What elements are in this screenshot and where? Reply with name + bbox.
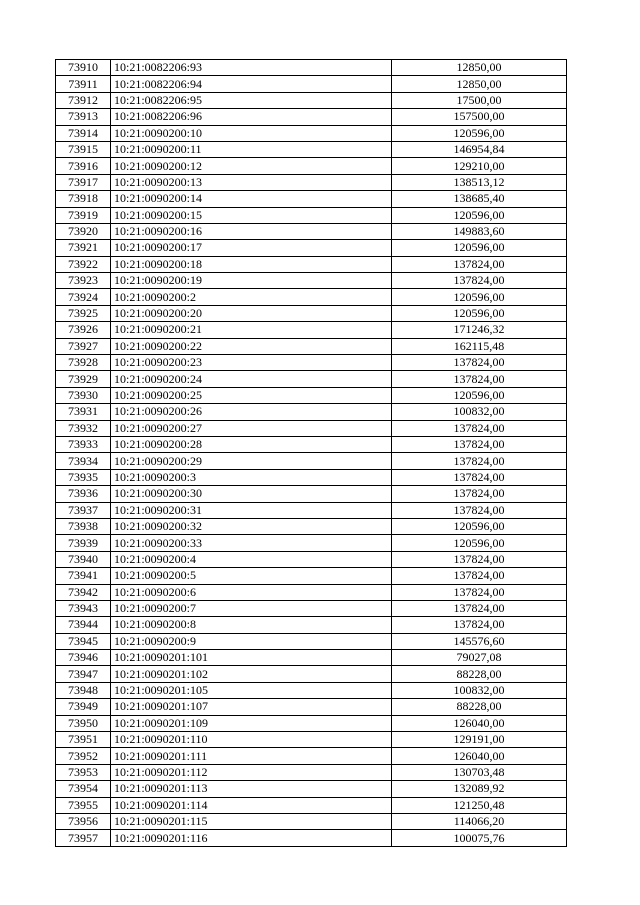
row-number-cell: 73940 [56,551,111,567]
cadastral-number-cell: 10:21:0090200:24 [111,371,392,387]
table-row [56,600,567,616]
table-row [56,289,567,305]
table-row [56,715,567,731]
cadastral-number-cell: 10:21:0090200:9 [111,633,392,649]
cadastral-number-cell: 10:21:0090200:7 [111,600,392,616]
row-number-cell: 73948 [56,682,111,698]
row-number-cell: 73918 [56,191,111,207]
cadastral-value-cell: 162115,48 [392,338,567,354]
cadastral-value-cell: 137824,00 [392,453,567,469]
table-row [56,92,567,108]
table-row [56,240,567,256]
row-number-cell: 73945 [56,633,111,649]
cadastral-number-cell: 10:21:0090200:6 [111,584,392,600]
table-row [56,338,567,354]
table-row [56,682,567,698]
table-row [56,486,567,502]
table-row [56,666,567,682]
cadastral-number-cell: 10:21:0090200:18 [111,256,392,272]
cadastral-number-cell: 10:21:0090200:3 [111,469,392,485]
row-number-cell: 73912 [56,92,111,108]
row-number-cell: 73917 [56,174,111,190]
cadastral-number-cell: 10:21:0090200:15 [111,207,392,223]
table-row [56,273,567,289]
cadastral-value-cell: 137824,00 [392,420,567,436]
cadastral-value-cell: 12850,00 [392,76,567,92]
cadastral-number-cell: 10:21:0090200:33 [111,535,392,551]
cadastral-number-cell: 10:21:0090201:107 [111,699,392,715]
document-page [55,59,567,847]
row-number-cell: 73927 [56,338,111,354]
cadastral-number-cell: 10:21:0090201:114 [111,797,392,813]
cadastral-number-cell: 10:21:0090200:20 [111,305,392,321]
cadastral-value-cell: 171246,32 [392,322,567,338]
row-number-cell: 73954 [56,781,111,797]
cadastral-value-cell: 88228,00 [392,666,567,682]
cadastral-value-cell: 137824,00 [392,617,567,633]
row-number-cell: 73938 [56,518,111,534]
cadastral-number-cell: 10:21:0090200:8 [111,617,392,633]
cadastral-number-cell: 10:21:0090201:116 [111,830,392,846]
table-row [56,797,567,813]
cadastral-value-cell: 120596,00 [392,305,567,321]
row-number-cell: 73929 [56,371,111,387]
cadastral-value-cell: 137824,00 [392,600,567,616]
table-row [56,518,567,534]
cadastral-number-cell: 10:21:0090200:25 [111,387,392,403]
row-number-cell: 73920 [56,223,111,239]
table-row [56,469,567,485]
row-number-cell: 73923 [56,273,111,289]
table-row [56,650,567,666]
cadastral-value-cell: 129210,00 [392,158,567,174]
row-number-cell: 73928 [56,355,111,371]
row-number-cell: 73932 [56,420,111,436]
row-number-cell: 73949 [56,699,111,715]
cadastral-value-cell: 120596,00 [392,387,567,403]
table-row [56,781,567,797]
row-number-cell: 73922 [56,256,111,272]
cadastral-value-cell: 145576,60 [392,633,567,649]
table-row [56,732,567,748]
row-number-cell: 73910 [56,60,111,76]
cadastral-value-cell: 120596,00 [392,207,567,223]
table-row [56,223,567,239]
cadastral-value-cell: 126040,00 [392,748,567,764]
table-row [56,109,567,125]
cadastral-number-cell: 10:21:0090201:115 [111,813,392,829]
table-row [56,436,567,452]
cadastral-number-cell: 10:21:0090200:27 [111,420,392,436]
table-row [56,535,567,551]
cadastral-value-cell: 100832,00 [392,682,567,698]
cadastral-number-cell: 10:21:0090200:28 [111,436,392,452]
cadastral-value-cell: 137824,00 [392,568,567,584]
cadastral-number-cell: 10:21:0090200:21 [111,322,392,338]
cadastral-value-cell: 138685,40 [392,191,567,207]
table-row [56,387,567,403]
row-number-cell: 73914 [56,125,111,141]
cadastral-number-cell: 10:21:0082206:93 [111,60,392,76]
row-number-cell: 73925 [56,305,111,321]
cadastral-value-cell: 88228,00 [392,699,567,715]
row-number-cell: 73916 [56,158,111,174]
cadastral-value-cell: 137824,00 [392,436,567,452]
row-number-cell: 73919 [56,207,111,223]
table-row [56,60,567,76]
row-number-cell: 73943 [56,600,111,616]
cadastral-value-cell: 137824,00 [392,469,567,485]
cadastral-number-cell: 10:21:0090200:16 [111,223,392,239]
cadastral-value-cell: 114066,20 [392,813,567,829]
row-number-cell: 73930 [56,387,111,403]
cadastral-value-cell: 129191,00 [392,732,567,748]
cadastral-value-cell: 137824,00 [392,584,567,600]
cadastral-value-cell: 120596,00 [392,125,567,141]
cadastral-value-cell: 137824,00 [392,355,567,371]
cadastral-value-cell: 100832,00 [392,404,567,420]
cadastral-number-cell: 10:21:0090200:23 [111,355,392,371]
table-row [56,813,567,829]
cadastral-number-cell: 10:21:0090200:12 [111,158,392,174]
table-row [56,830,567,846]
cadastral-number-cell: 10:21:0090201:109 [111,715,392,731]
cadastral-value-cell: 120596,00 [392,289,567,305]
row-number-cell: 73935 [56,469,111,485]
table-row [56,568,567,584]
cadastral-value-cell: 132089,92 [392,781,567,797]
cadastral-number-cell: 10:21:0090200:22 [111,338,392,354]
cadastral-value-cell: 130703,48 [392,764,567,780]
cadastral-number-cell: 10:21:0090200:11 [111,141,392,157]
table-row [56,76,567,92]
table-row [56,420,567,436]
row-number-cell: 73951 [56,732,111,748]
cadastral-number-cell: 10:21:0090200:32 [111,518,392,534]
cadastral-number-cell: 10:21:0090200:13 [111,174,392,190]
row-number-cell: 73913 [56,109,111,125]
cadastral-number-cell: 10:21:0082206:95 [111,92,392,108]
row-number-cell: 73933 [56,436,111,452]
row-number-cell: 73937 [56,502,111,518]
cadastral-value-cell: 137824,00 [392,273,567,289]
cadastral-number-cell: 10:21:0090200:26 [111,404,392,420]
row-number-cell: 73944 [56,617,111,633]
cadastral-value-cell: 137824,00 [392,486,567,502]
table-row [56,584,567,600]
row-number-cell: 73946 [56,650,111,666]
cadastral-number-cell: 10:21:0090200:4 [111,551,392,567]
cadastral-number-cell: 10:21:0090200:2 [111,289,392,305]
row-number-cell: 73921 [56,240,111,256]
cadastral-number-cell: 10:21:0090201:112 [111,764,392,780]
table-row [56,371,567,387]
table-row [56,551,567,567]
cadastral-value-cell: 137824,00 [392,256,567,272]
cadastral-number-cell: 10:21:0090200:10 [111,125,392,141]
table-row [56,748,567,764]
cadastral-number-cell: 10:21:0090200:5 [111,568,392,584]
cadastral-number-cell: 10:21:0090201:101 [111,650,392,666]
cadastral-value-cell: 17500,00 [392,92,567,108]
cadastral-number-cell: 10:21:0090200:14 [111,191,392,207]
row-number-cell: 73934 [56,453,111,469]
row-number-cell: 73955 [56,797,111,813]
row-number-cell: 73939 [56,535,111,551]
cadastral-number-cell: 10:21:0090200:17 [111,240,392,256]
row-number-cell: 73947 [56,666,111,682]
cadastral-value-cell: 120596,00 [392,535,567,551]
row-number-cell: 73941 [56,568,111,584]
table-row [56,699,567,715]
table-row [56,256,567,272]
cadastral-number-cell: 10:21:0090201:113 [111,781,392,797]
row-number-cell: 73931 [56,404,111,420]
cadastral-number-cell: 10:21:0090200:30 [111,486,392,502]
cadastral-value-cell: 138513,12 [392,174,567,190]
table-row [56,207,567,223]
row-number-cell: 73950 [56,715,111,731]
row-number-cell: 73957 [56,830,111,846]
cadastral-number-cell: 10:21:0090201:111 [111,748,392,764]
row-number-cell: 73926 [56,322,111,338]
cadastral-value-cell: 137824,00 [392,502,567,518]
cadastral-value-cell: 126040,00 [392,715,567,731]
table-body [56,60,567,847]
cadastral-value-cell: 120596,00 [392,240,567,256]
table-row [56,502,567,518]
cadastral-number-cell: 10:21:0090200:29 [111,453,392,469]
row-number-cell: 73953 [56,764,111,780]
table-row [56,158,567,174]
table-row [56,633,567,649]
row-number-cell: 73924 [56,289,111,305]
table-row [56,174,567,190]
cadastral-value-cell: 12850,00 [392,60,567,76]
table-row [56,305,567,321]
row-number-cell: 73911 [56,76,111,92]
row-number-cell: 73956 [56,813,111,829]
cadastral-number-cell: 10:21:0090200:31 [111,502,392,518]
table-row [56,404,567,420]
cadastral-number-cell: 10:21:0090201:110 [111,732,392,748]
table-row [56,141,567,157]
cadastral-value-table [55,59,567,847]
row-number-cell: 73936 [56,486,111,502]
table-row [56,617,567,633]
table-row [56,355,567,371]
table-row [56,453,567,469]
cadastral-number-cell: 10:21:0090201:102 [111,666,392,682]
cadastral-value-cell: 157500,00 [392,109,567,125]
row-number-cell: 73915 [56,141,111,157]
row-number-cell: 73952 [56,748,111,764]
cadastral-number-cell: 10:21:0090201:105 [111,682,392,698]
table-row [56,322,567,338]
row-number-cell: 73942 [56,584,111,600]
cadastral-value-cell: 120596,00 [392,518,567,534]
cadastral-value-cell: 146954,84 [392,141,567,157]
cadastral-value-cell: 100075,76 [392,830,567,846]
cadastral-value-cell: 121250,48 [392,797,567,813]
cadastral-value-cell: 137824,00 [392,371,567,387]
cadastral-value-cell: 137824,00 [392,551,567,567]
table-row [56,125,567,141]
cadastral-number-cell: 10:21:0090200:19 [111,273,392,289]
cadastral-value-cell: 149883,60 [392,223,567,239]
cadastral-value-cell: 79027,08 [392,650,567,666]
cadastral-number-cell: 10:21:0082206:96 [111,109,392,125]
cadastral-number-cell: 10:21:0082206:94 [111,76,392,92]
table-row [56,764,567,780]
table-row [56,191,567,207]
